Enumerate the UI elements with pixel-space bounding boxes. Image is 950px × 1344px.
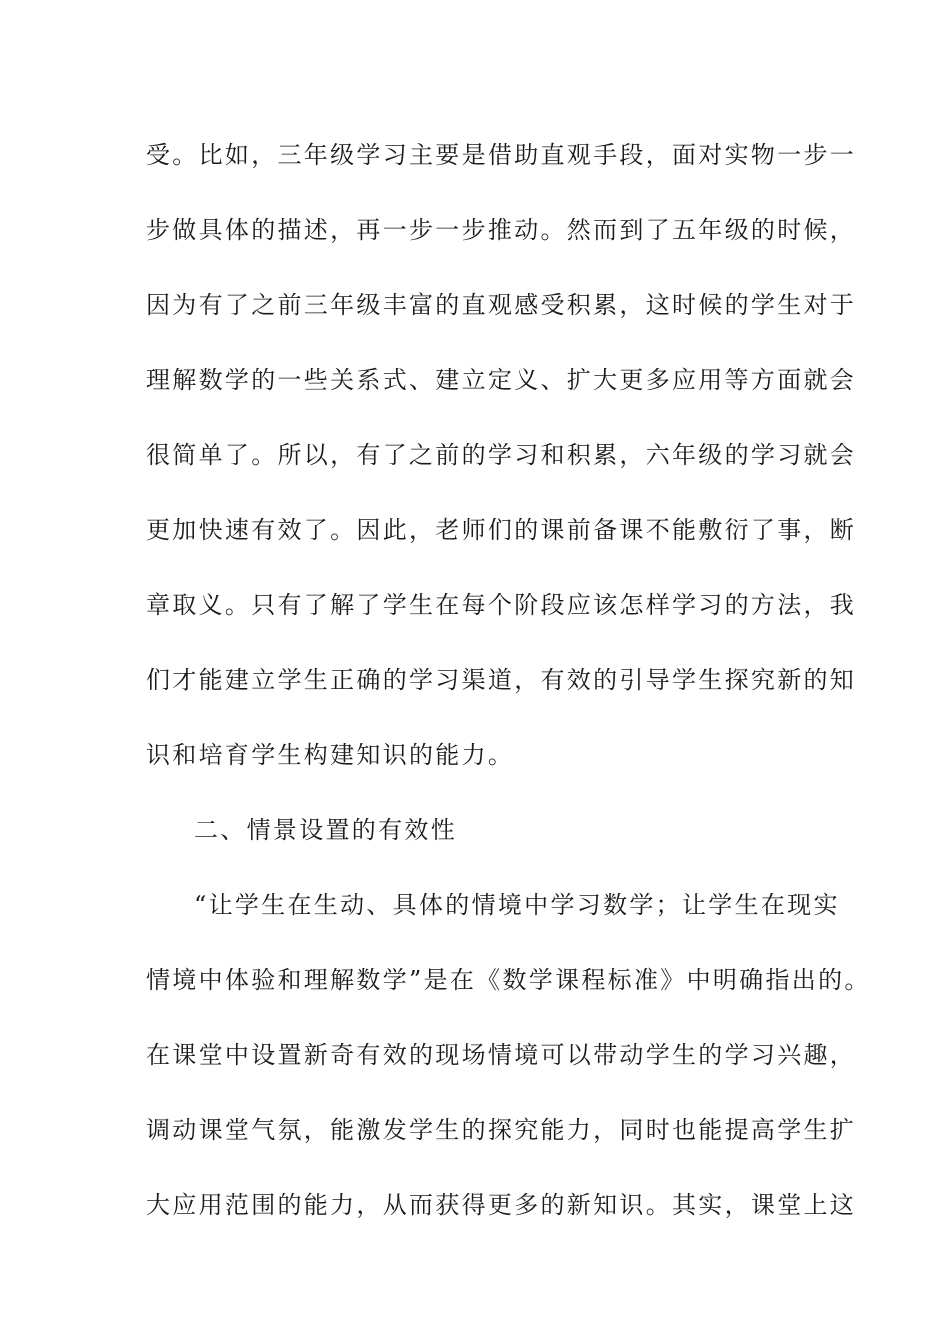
paragraph-1-line-8: 们才能建立学生正确的学习渠道，有效的引导学生探究新的知: [146, 666, 857, 694]
document-body: [146, 130, 871, 1255]
paragraph-1-line-3: 因为有了之前三年级丰富的直观感受积累，这时候的学生对于: [146, 291, 857, 319]
paragraph-1-line-4: 理解数学的一些关系式、建立定义、扩大更多应用等方面就会: [146, 366, 857, 394]
paragraph-2-line-5: 大应用范围的能力，从而获得更多的新知识。其实，课堂上这: [146, 1191, 857, 1219]
paragraph-1-line-1: 受。比如，三年级学习主要是借助直观手段，面对实物一步一: [146, 141, 857, 169]
paragraph-1-line-5: 很简单了。所以，有了之前的学习和积累，六年级的学习就会: [146, 441, 857, 469]
paragraph-1-line-2: 步做具体的描述，再一步一步推动。然而到了五年级的时候，: [146, 216, 857, 244]
paragraph-2-line-4: 调动课堂气氛，能激发学生的探究能力，同时也能提高学生扩: [146, 1116, 857, 1144]
section-heading: 二、情景设置的有效性: [194, 816, 457, 844]
paragraph-1-line-9: 识和培育学生构建知识的能力。: [146, 741, 515, 769]
paragraph-2-line-1: “让学生在生动、具体的情境中学习数学；让学生在现实: [194, 891, 840, 919]
paragraph-2-line-3: 在课堂中设置新奇有效的现场情境可以带动学生的学习兴趣，: [146, 1041, 857, 1069]
paragraph-1-line-6: 更加快速有效了。因此，老师们的课前备课不能敷衍了事，断: [146, 516, 857, 544]
paragraph-2-line-2: 情境中体验和理解数学”是在《数学课程标准》中明确指出的。: [146, 966, 871, 994]
paragraph-1-line-7: 章取义。只有了解了学生在每个阶段应该怎样学习的方法，我: [146, 591, 857, 619]
